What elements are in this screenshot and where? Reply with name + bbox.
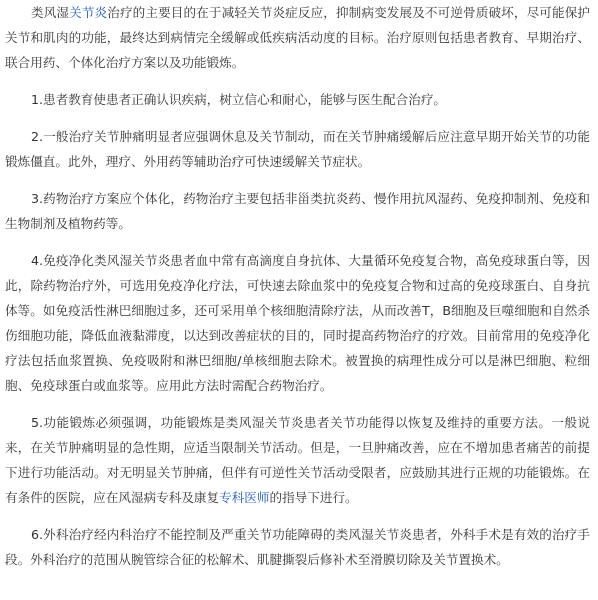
arthritis-keyword-link[interactable]: 关节炎 <box>69 5 108 20</box>
intro-paragraph <box>5 0 590 75</box>
specialist-doctor-link[interactable]: 专科医师 <box>219 490 270 505</box>
intro-text-post: 治疗的主要目的在于减轻关节炎症反应，抑制病变发展及不可逆骨质破坏，尽可能保护关节和肌肉的功能，最终达到病情完全缓解或低疾病活动度的目标。治疗原则包括患者教育、早期治疗、联合用药、个体化治疗方案以及功能锻炼。 <box>5 5 591 70</box>
intro-text-pre: 类风湿 <box>31 5 70 20</box>
drug-therapy-paragraph: 3.药物治疗方案应个体化，药物治疗主要包括非甾类抗炎药、慢作用抗风湿药、免疫抑制剂、免疫和生物制剂及植物药等。 <box>5 191 590 231</box>
surgical-treatment-paragraph: 6.外科治疗经内科治疗不能控制及严重关节功能障碍的类风湿关节炎患者，外科手术是有效的治疗手段。外科治疗的范围从腕管综合征的松解术、肌腱撕裂后修补术至滑膜切除及关节置换术。 <box>5 527 590 567</box>
patient-education-paragraph: 1.患者教育使患者正确认识疾病，树立信心和耐心，能够与医生配合治疗。 <box>31 92 447 107</box>
immune-purification-paragraph: 4.免疫净化类风湿关节炎患者血中常有高滴度自身抗体、大量循环免疫复合物，高免疫球蛋白等，因此，除药物治疗外，可选用免疫净化疗法，可快速去除血浆中的免疫复合物和过高的免疫球蛋白、自身抗体等。如免疫活性淋巴细胞过多，还可采用单个核细胞清除疗法，从而改善T，B细胞及巨噬细胞和自然杀伤细胞功能，降低血液黏滞度，以达到改善症状的目的，同时提高药物治疗的疗效。目前常用的免疫净化疗法包括血浆置换、免疫吸附和淋巴细胞/单核细胞去除术。被置换的病理性成分可以是淋巴细胞、粒细胞、免疫球蛋白或血浆等。应用此方法时需配合药物治疗。 <box>5 253 590 393</box>
functional-exercise-text-post: 的指导下进行。 <box>269 490 358 505</box>
functional-exercise-paragraph <box>5 410 590 510</box>
functional-exercise-text-pre: 5.功能锻炼必须强调，功能锻炼是类风湿关节炎患者关节功能得以恢复及维持的重要方法。一般说来，在关节肿痛明显的急性期，应适当限制关节活动。但是，一旦肿痛改善，应在不增加患者痛苦的前提下进行功能活动。对无明显关节肿痛，但伴有可逆性关节活动受限者，应鼓励其进行正规的功能锻炼。在有条件的医院，应在风湿病专科及康复 <box>5 415 590 505</box>
general-treatment-paragraph: 2.一般治疗关节肿痛明显者应强调休息及关节制动，而在关节肿痛缓解后应注意早期开始关节的功能锻炼僵直。此外，理疗、外用药等辅助治疗可快速缓解关节症状。 <box>5 129 590 169</box>
